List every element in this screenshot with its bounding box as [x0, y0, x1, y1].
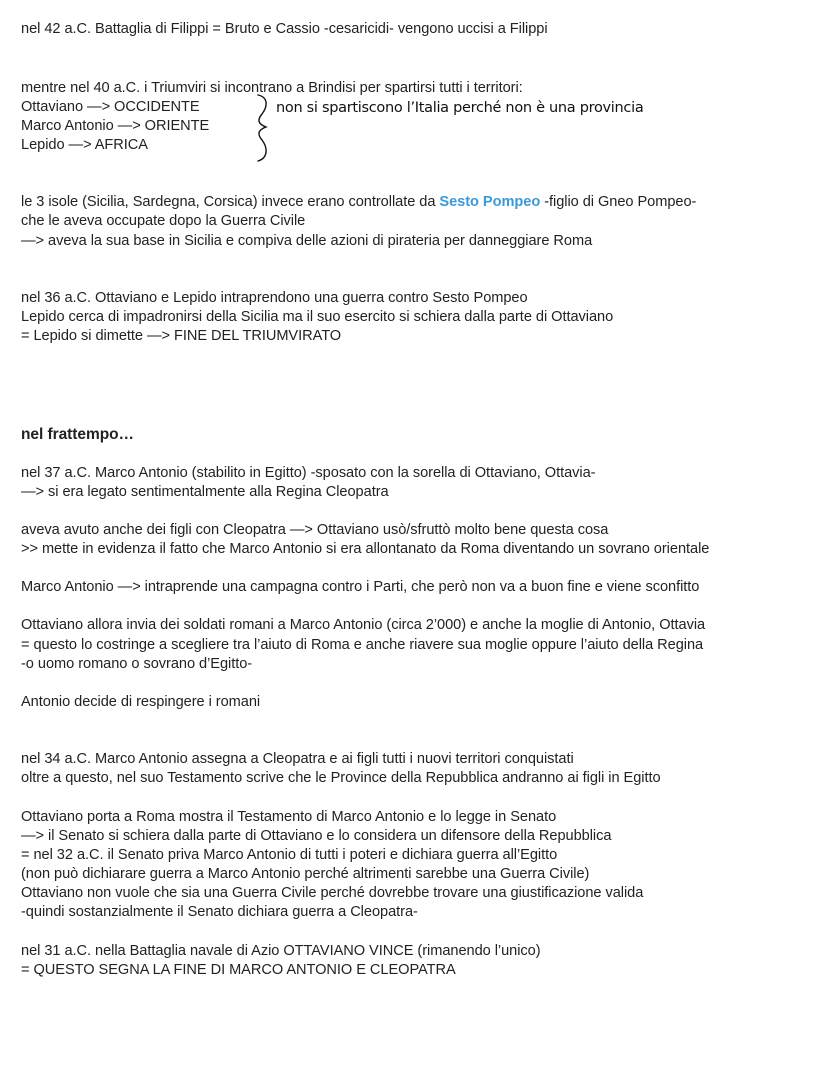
text-line: nel 42 a.C. Battaglia di Filippi = Bruto e Cassio -cesaricidi- vengono uccisi a Filippi [21, 21, 548, 37]
highlighted-name: Sesto Pompeo [439, 194, 541, 210]
text-line: Ottaviano non vuole che sia una Guerra Civile perché dovrebbe trovare una giustificazione valida [21, 885, 644, 901]
text-line: nel 36 a.C. Ottaviano e Lepido intraprendono una guerra contro Sesto Pompeo [21, 290, 528, 306]
text-line: -o uomo romano o sovrano d’Egitto- [21, 656, 253, 672]
text-line: Antonio decide di respingere i romani [21, 694, 261, 710]
text-line: >> mette in evidenza il fatto che Marco Antonio si era allontanato da Roma diventando un sovrano orientale [21, 541, 710, 557]
text-line: mentre nel 40 a.C. i Triumviri si incontrano a Brindisi per spartirsi tutti i territori: [21, 80, 523, 96]
text-line: -quindi sostanzialmente il Senato dichiara guerra a Cleopatra- [21, 904, 418, 920]
text-line: Marco Antonio —> intraprende una campagna contro i Parti, che però non va a buon fine e viene sconfitto [21, 579, 700, 595]
text-line: Ottaviano —> OCCIDENTE [21, 99, 200, 115]
text-line: (non può dichiarare guerra a Marco Antonio perché altrimenti sarebbe una Guerra Civile) [21, 866, 590, 882]
text-line: = nel 32 a.C. il Senato priva Marco Antonio di tutti i poteri e dichiara guerra all’Egitto [21, 847, 558, 863]
text-line: che le aveva occupate dopo la Guerra Civile [21, 213, 306, 229]
text-line: —> aveva la sua base in Sicilia e compiva delle azioni di pirateria per danneggiare Roma [21, 233, 593, 249]
text-line: Lepido —> AFRICA [21, 137, 148, 153]
text-line: nel 37 a.C. Marco Antonio (stabilito in Egitto) -sposato con la sorella di Ottaviano, Ottavia- [21, 465, 596, 481]
section-heading: nel frattempo… [21, 426, 134, 443]
text-line: Lepido cerca di impadronirsi della Sicilia ma il suo esercito si schiera dalla parte di Ottaviano [21, 309, 614, 325]
text-line: —> il Senato si schiera dalla parte di Ottaviano e lo considera un difensore della Repubblica [21, 828, 612, 844]
text-line: = questo lo costringe a scegliere tra l’aiuto di Roma e anche riavere sua moglie oppure l’aiuto della Regina [21, 637, 704, 653]
text-line: oltre a questo, nel suo Testamento scrive che le Province della Repubblica andranno ai figli in Egitto [21, 770, 661, 786]
text-line: aveva avuto anche dei figli con Cleopatra —> Ottaviano usò/sfruttò molto bene questa cosa [21, 522, 609, 538]
text-line: = QUESTO SEGNA LA FINE DI MARCO ANTONIO E CLEOPATRA [21, 962, 456, 978]
text-line: Ottaviano allora invia dei soldati romani a Marco Antonio (circa 2’000) e anche la moglie di Antonio, Ottavia [21, 617, 706, 633]
handwritten-brace [250, 92, 276, 164]
text-line: Ottaviano porta a Roma mostra il Testamento di Marco Antonio e lo legge in Senato [21, 809, 557, 825]
text-line: —> si era legato sentimentalmente alla Regina Cleopatra [21, 484, 389, 500]
text-line [21, 193, 696, 212]
text-segment: le 3 isole (Sicilia, Sardegna, Corsica) invece erano controllate da [21, 194, 440, 210]
text-segment: -figlio di Gneo Pompeo- [540, 194, 697, 210]
handwritten-note: non si spartiscono l’Italia perché non è una provincia [276, 100, 644, 116]
text-line: nel 34 a.C. Marco Antonio assegna a Cleopatra e ai figli tutti i nuovi territori conquistati [21, 751, 574, 767]
text-line: Marco Antonio —> ORIENTE [21, 118, 210, 134]
text-line: nel 31 a.C. nella Battaglia navale di Azio OTTAVIANO VINCE (rimanendo l’unico) [21, 943, 541, 959]
text-line: = Lepido si dimette —> FINE DEL TRIUMVIRATO [21, 328, 342, 344]
